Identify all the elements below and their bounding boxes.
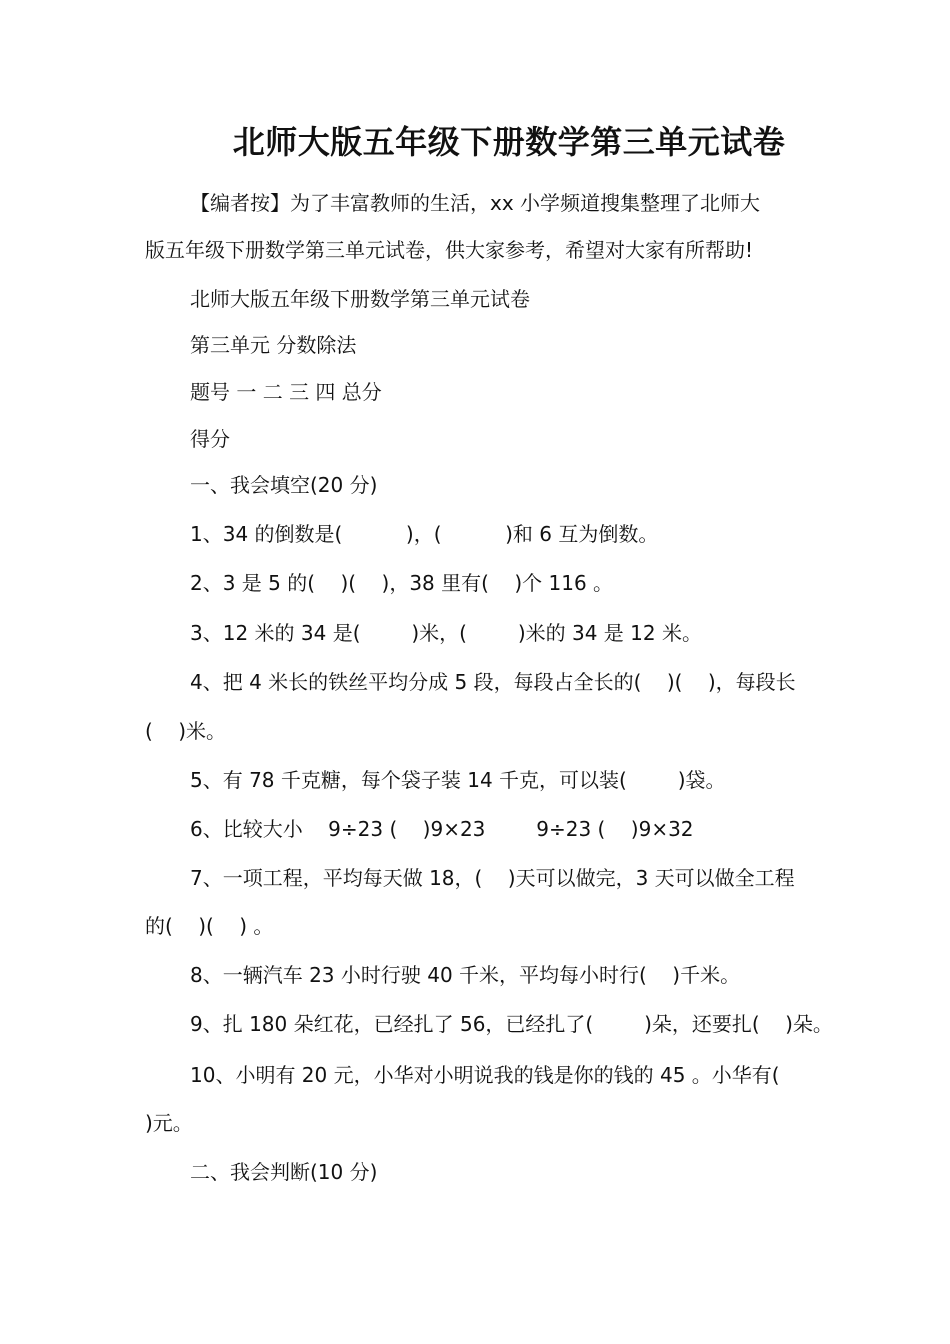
question-10-line-1: 10、小明有 20 元，小华对小明说我的钱是你的钱的 45 。小华有(	[190, 1063, 780, 1087]
question-5: 5、有 78 千克糖，每个袋子装 14 千克，可以装( )袋。	[190, 768, 726, 792]
question-9: 9、扎 180 朵红花，已经扎了 56，已经扎了( )朵，还要扎( )朵。	[190, 1012, 833, 1036]
question-6: 6、比较大小 9÷23 ( )9×23 9÷23 ( )9×32	[190, 817, 694, 841]
score-table-header: 题号 一 二 三 四 总分	[190, 380, 382, 404]
question-4-line-2: ( )米。	[145, 719, 227, 743]
question-3: 3、12 米的 34 是( )米，( )米的 34 是 12 米。	[190, 621, 702, 645]
unit-heading: 第三单元 分数除法	[190, 333, 357, 357]
question-7-line-2: 的( )( ) 。	[145, 914, 274, 938]
question-2: 2、3 是 5 的( )( )，38 里有( )个 116 。	[190, 571, 614, 595]
question-1: 1、34 的倒数是( )，( )和 6 互为倒数。	[190, 522, 659, 546]
question-10-line-2: )元。	[145, 1111, 193, 1135]
question-7-line-1: 7、一项工程，平均每天做 18，( )天可以做完，3 天可以做全工程	[190, 866, 795, 890]
section-1-heading: 一、我会填空(20 分)	[190, 473, 378, 497]
question-8: 8、一辆汽车 23 小时行驶 40 千米，平均每小时行( )千米。	[190, 963, 741, 987]
subtitle: 北师大版五年级下册数学第三单元试卷	[190, 287, 530, 311]
document-title: 北师大版五年级下册数学第三单元试卷	[232, 123, 786, 161]
intro-line-2: 版五年级下册数学第三单元试卷，供大家参考，希望对大家有所帮助!	[145, 238, 754, 262]
score-row: 得分	[190, 427, 230, 451]
question-4-line-1: 4、把 4 米长的铁丝平均分成 5 段，每段占全长的( )( )，每段长	[190, 670, 796, 694]
intro-line-1: 【编者按】为了丰富教师的生活，xx 小学频道搜集整理了北师大	[190, 191, 761, 215]
section-2-heading: 二、我会判断(10 分)	[190, 1160, 378, 1184]
